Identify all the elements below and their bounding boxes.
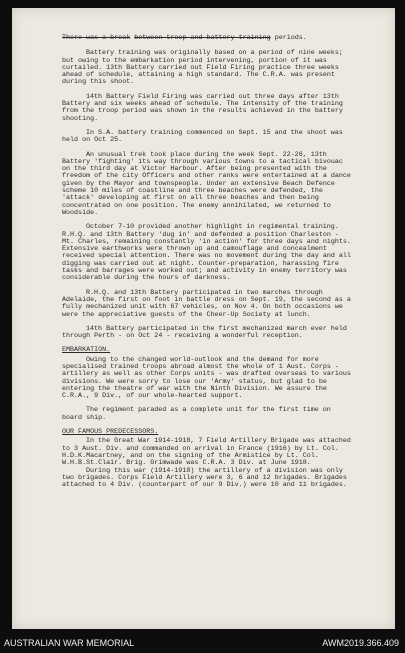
- paragraph-parade: The regiment paraded as a complete unit for the first time on board ship.: [62, 406, 331, 422]
- paragraph-adelaide-marches: R.H.Q. and 13th Battery participated in two marches through Adelaide, the first on foot in battle dress on Sept. 19, the second as a fully mechanized unit with 67 vehicles, on Nov 4. On both occasions we were the appreciative guests of the Cheer-Up Society at lunch.: [62, 288, 351, 319]
- heading-embarkation: EMBARKATION.: [62, 346, 111, 355]
- paragraph-regimental-training: October 7-10 provided another highlight in regimental training. R.H.Q. and 13th Battery 'dug in' and defended a position Charleston - Mt. Charles, remaining constantly 'in action' for three days and nights. Extensive earthworks were thrown up and camouflage and concealment received special attention. There was no movement during the day and all digging was carried out at night. Counter-preparation, harassing fire tasks and barrages were worked out; and activity in enemy territory was considerable during the hours of darkness.: [62, 223, 351, 283]
- archive-footer: [0, 632, 405, 653]
- struck-text: There was a break: [62, 34, 131, 42]
- paragraph-artillery-brigades: During this war (1914-1918) the artillery of a division was only two brigades. Corps Field Artillery were 3, 6 and 12 brigades. Brigades attached to 4 Div. (counterpart of our 9 Div.) were 10 and 11 brigades.: [62, 466, 347, 490]
- document-page: [12, 8, 395, 629]
- archive-source: AUSTRALIAN WAR MEMORIAL: [4, 637, 135, 648]
- paragraph-intro: [62, 35, 352, 42]
- intro-tail: periods.: [274, 34, 307, 42]
- paragraph-battery-training: Battery training was originally based on a period of nine weeks; but owing to the embarkation period intervening, portion of it was curtailed. 13th Battery carried out Field Firing practice three weeks ahead of schedule, attaining a high standard. The C.R.A. was present during this shoot.: [62, 49, 343, 87]
- paragraph-sa-training: In S.A. battery training commenced on Sept. 15 and the shoot was held on Oct 25.: [62, 128, 343, 145]
- archive-reference: AWM2019.366.409: [322, 637, 399, 648]
- paragraph-perth-march: 14th Battery participated in the first mechanized march ever held through Perth - on Oct 24 - receiving a wonderful reception.: [62, 324, 347, 341]
- paragraph-embarkation: Owing to the changed world-outlook and the demand for more specialised trained troops abroad almost the whole of 1 Aust. Corps - artillery as well as other Corps units - was drafted overseas to various divisions. We were sorry to lose our 'Army' status, but glad to be entering the theatre of war with the Ninth Division. We assure the C.R.A., 9 Div., of our whole-hearted support.: [62, 355, 351, 401]
- heading-predecessors: OUR FAMOUS PREDECESSORS.: [62, 428, 159, 437]
- struck-text: between troop and battery training: [134, 34, 271, 42]
- paragraph-trek: An unusual trek took place during the week Sept. 22-26, 13th Battery 'fighting' its way through various towns to a tactical bivouac on the third day at Victor Harbour. After being presented with the freedom of the city Officers and other ranks were entertained at a dance given by the Mayor and townspeople. Under an extensive Beach Defence scheme 10 miles of coastline and three beaches were defended, the 'attack' developing at first on all three beaches and then being concentrated on one position. The enemy annihilated, we returned to Woodside.: [62, 150, 351, 217]
- paragraph-14th-battery-firing: 14th Battery Field Firing was carried out three days after 13th Battery and six weeks ahead of schedule. The intensity of the training from the troop period was shown in the results achieved in the battery shooting.: [62, 92, 343, 123]
- paragraph-great-war: In the Great War 1914-1918, 7 Field Artillery Brigade was attached to 3 Aust. Div. and commanded on arrival in France (1916) by Lt. Col. H.D.K.Macartney, and on the signing of the Armistice by Lt. Col. W.H.B.St.Clair. Brig. Grimwade was C.R.A. 3 Div. at June 1918.: [62, 437, 351, 468]
- document-text: [62, 35, 352, 496]
